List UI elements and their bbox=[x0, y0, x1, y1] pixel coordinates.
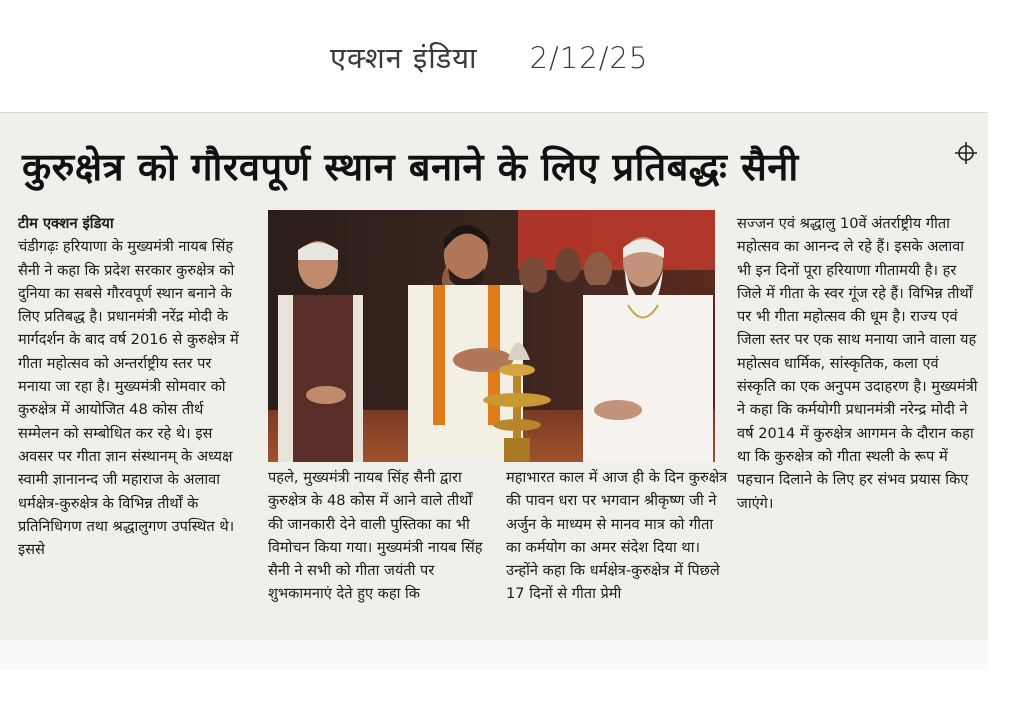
article-text-2: पहले, मुख्यमंत्री नायब सिंह सैनी द्वारा कुरुक्षेत्र के 48 कोस में आने वाले तीर्थों की जानकारी देने वाली पुस्तिका का भी विमोचन किया गया। मुख्यमंत्री नायब सिंह सैनी ने सभी को गीता जयंती पर शुभकामनाएं देते हुए कहा कि bbox=[268, 469, 483, 603]
handwritten-note bbox=[330, 38, 648, 77]
registration-mark-icon bbox=[955, 142, 977, 164]
article-text-4: सज्जन एवं श्रद्धालु 10वें अंतर्राष्ट्रीय गीता महोत्सव का आनन्द ले रहे हैं। इसके अलावा भी इन दिनों पूरा हरियाणा गीतामयी है। हर जिले में गीता के स्वर गूंज रहे हैं। विभिन्न तीर्थों पर भी गीता महोत्सव की धूम है। राज्य एवं जिला स्तर पर एक साथ मनाया जाने वाला यह महोत्सव धार्मिक, सांस्कृतिक, कला एवं संस्कृति का एक अनुपम उदाहरण है। मुख्यमंत्री ने कहा कि कर्मयोगी प्रधानमंत्री नरेन्द्र मोदी ने वर्ष 2014 में कुरुक्षेत्र आगमन के दौरान कहा था कि कुरुक्षेत्र को गीता स्थली के रूप में पहचान दिलाने के लिए हर संभव प्रयास किए जाएंगे। bbox=[737, 215, 978, 512]
article-byline: टीम एक्शन इंडिया bbox=[18, 215, 114, 232]
handwritten-date: 2/12/25 bbox=[529, 41, 649, 75]
news-photo bbox=[268, 210, 715, 462]
article-headline: कुरुक्षेत्र को गौरवपूर्ण स्थान बनाने के लिए प्रतिबद्धः सैनी bbox=[22, 145, 799, 189]
article-column-4 bbox=[737, 212, 979, 515]
article-column-1 bbox=[18, 212, 246, 561]
article-column-2 bbox=[268, 466, 490, 606]
next-article-strip bbox=[0, 640, 988, 670]
article-column-3 bbox=[506, 466, 728, 606]
article-text-3: महाभारत काल में आज ही के दिन कुरुक्षेत्र की पावन धरा पर भगवान श्रीकृष्ण जी ने अर्जुन के माध्यम से मानव मात्र को गीता का कर्मयोग का अमर संदेश दिया था। उन्होंने कहा कि धर्मक्षेत्र-कुरुक्षेत्र में पिछले 17 दिनों से गीता प्रेमी bbox=[506, 469, 728, 603]
article-text-1: चंडीगढ़ः हरियाणा के मुख्यमंत्री नायब सिंह सैनी ने कहा कि प्रदेश सरकार कुरुक्षेत्र को दुनिया का सबसे गौरवपूर्ण स्थान बनाने के लिए प्रतिबद्ध है। प्रधानमंत्री नरेंद्र मोदी के मार्गदर्शन के बाद वर्ष 2016 से कुरुक्षेत्र में गीता महोत्सव को अन्तर्राष्ट्रीय स्तर पर मनाया जा रहा है। मुख्यमंत्री सोमवार को कुरुक्षेत्र में आयोजित 48 कोस तीर्थ सम्मेलन को सम्बोधित कर रहे थे। इस अवसर पर गीता ज्ञान संस्थानम् के अध्यक्ष स्वामी ज्ञानानन्द जी महाराज के अलावा धर्मक्षेत्र-कुरुक्षेत्र के विभिन्न तीर्थों के प्रतिनिधिगण तथा श्रद्धालुगण उपस्थित थे। इससे bbox=[18, 238, 239, 559]
handwritten-publication: एक्शन इंडिया bbox=[330, 41, 478, 75]
